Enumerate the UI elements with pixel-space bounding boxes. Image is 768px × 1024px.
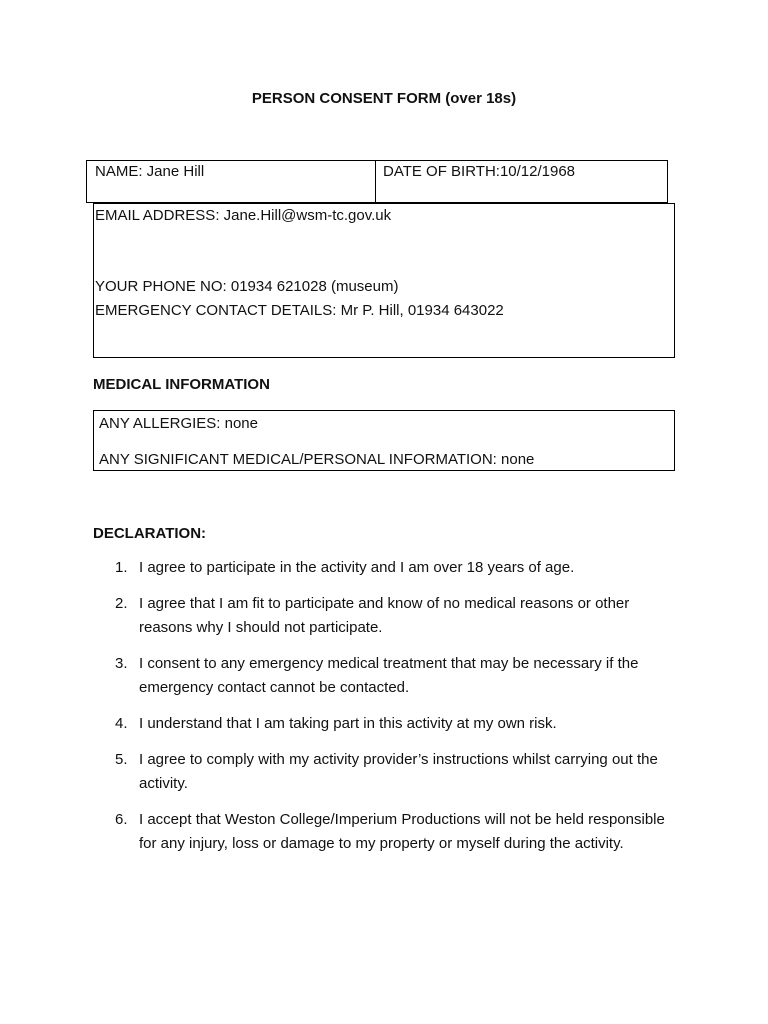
declaration-item [93, 592, 683, 640]
declaration-text: I agree to comply with my activity provider’s instructions whilst carrying out the activity. [139, 751, 658, 792]
declaration-number: 4. [115, 715, 128, 732]
declaration-heading: DECLARATION: [93, 525, 207, 542]
allergies-value: ANY ALLERGIES: none [99, 415, 258, 432]
dob-value: DATE OF BIRTH:10/12/1968 [383, 163, 576, 180]
declaration-number: 5. [115, 751, 128, 768]
declaration-number: 2. [115, 595, 128, 612]
name-cell [86, 160, 376, 203]
declaration-item [93, 712, 683, 736]
declaration-text: I consent to any emergency medical treatment that may be necessary if the emergency contact cannot be contacted. [139, 655, 639, 696]
name-value: NAME: Jane Hill [95, 163, 205, 180]
declaration-item [93, 556, 683, 580]
declaration-text: I agree to participate in the activity and I am over 18 years of age. [139, 559, 575, 576]
declaration-number: 3. [115, 655, 128, 672]
dob-cell [375, 160, 668, 203]
significant-info-value: ANY SIGNIFICANT MEDICAL/PERSONAL INFORMATION: none [99, 451, 535, 468]
form-title: PERSON CONSENT FORM (over 18s) [251, 90, 517, 107]
email-value: EMAIL ADDRESS: Jane.Hill@wsm-tc.gov.uk [95, 207, 392, 224]
contact-box [93, 203, 675, 358]
declaration-text: I accept that Weston College/Imperium Productions will not be held responsible for any injury, loss or damage to my property or myself during the activity. [139, 811, 665, 852]
declaration-number: 6. [115, 811, 128, 828]
declaration-number: 1. [115, 559, 128, 576]
declaration-text: I understand that I am taking part in this activity at my own risk. [139, 715, 557, 732]
declaration-item [93, 652, 683, 700]
declaration-list [93, 556, 683, 868]
declaration-text: I agree that I am fit to participate and know of no medical reasons or other reasons why I should not participate. [139, 595, 630, 636]
medical-heading: MEDICAL INFORMATION [93, 376, 270, 393]
medical-box [93, 410, 675, 471]
declaration-item [93, 748, 683, 796]
declaration-item [93, 808, 683, 856]
phone-value: YOUR PHONE NO: 01934 621028 (museum) [95, 278, 399, 295]
emergency-contact-value: EMERGENCY CONTACT DETAILS: Mr P. Hill, 01934 643022 [95, 302, 504, 319]
